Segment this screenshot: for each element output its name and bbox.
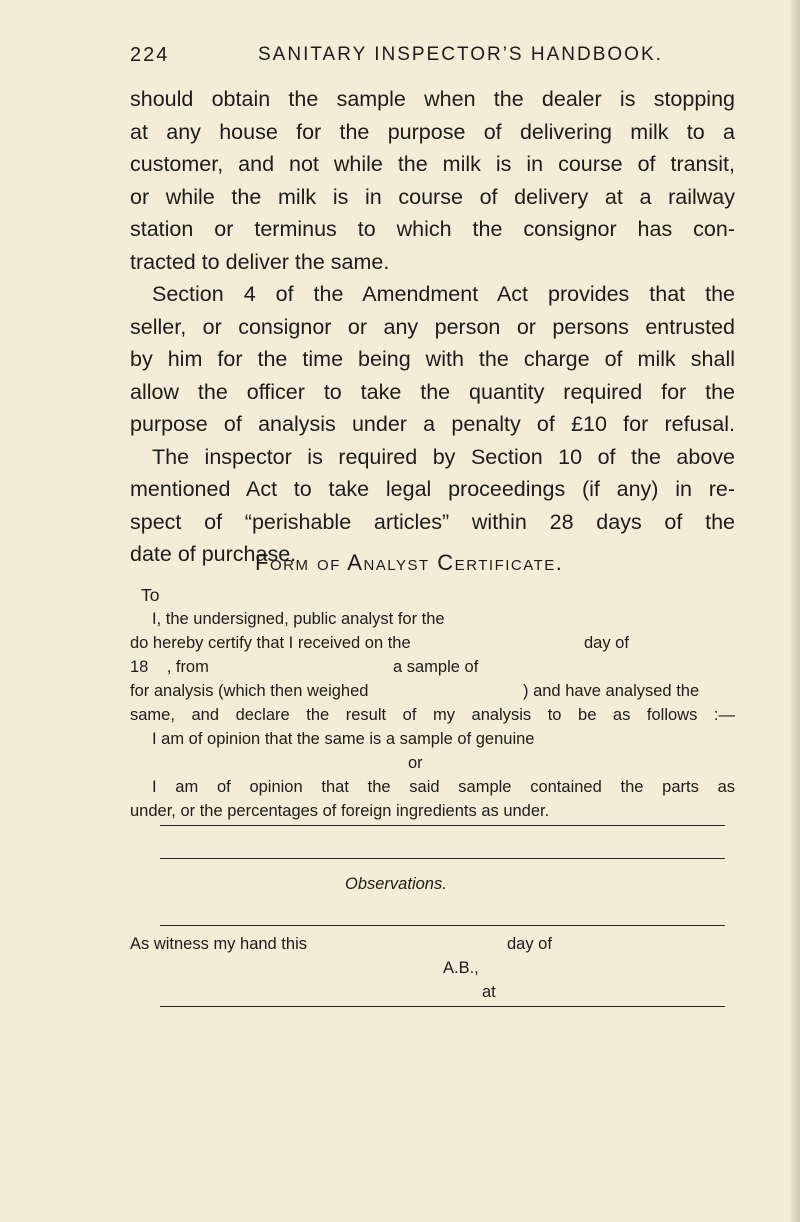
form-line-part: for analysis (which then weighed: [130, 682, 369, 700]
page-number: 224: [130, 44, 170, 66]
body-text: [130, 83, 735, 571]
signature-line: [130, 956, 735, 980]
witness-block: [130, 932, 735, 1004]
form-line: or: [408, 754, 423, 772]
blank-line: [160, 925, 725, 926]
body-line: purpose of analysis under a penalty of £10 for refusal.: [130, 412, 735, 436]
form-line: I am of opinion that the said sample contained the parts as: [152, 778, 735, 796]
body-line: at any house for the purpose of delivering milk to a: [130, 119, 735, 144]
form-line-part: day of: [584, 634, 629, 652]
certificate-form: [130, 583, 735, 823]
witness-text: As witness my hand this: [130, 935, 307, 953]
signature: A.B.,: [443, 959, 479, 977]
form-line-part: a sample of: [393, 658, 479, 676]
body-line: tracted to deliver the same.: [130, 249, 390, 274]
form-line-part: ) and have analysed the: [523, 682, 700, 700]
observations-label: Observations.: [345, 875, 447, 893]
form-line: same, and declare the result of my analysis to be as follows :—: [130, 706, 735, 724]
body-line: mentioned Act to take legal proceedings (if any) in re-: [130, 477, 735, 501]
body-line: The inspector is required by Section 10 of the above: [152, 444, 735, 469]
body-line: should obtain the sample when the dealer is stopping: [130, 87, 735, 111]
body-line: customer, and not while the milk is in course of transit,: [130, 152, 735, 176]
form-line: I am of opinion that the same is a sample of genuine: [152, 730, 535, 748]
running-title: SANITARY INSPECTOR’S HANDBOOK.: [258, 44, 663, 65]
place-label: at: [482, 983, 496, 1001]
form-line: I, the undersigned, public analyst for the: [152, 610, 445, 628]
blank-line: [160, 825, 725, 826]
body-line: allow the officer to take the quantity required for the: [130, 379, 735, 404]
blank-line: [160, 1006, 725, 1007]
witness-date: day of: [507, 935, 552, 953]
witness-line: [130, 932, 735, 956]
body-line: seller, or consignor or any person or persons entrusted: [130, 314, 735, 339]
place-line: [130, 980, 735, 1004]
body-line: station or terminus to which the consignor has con-: [130, 217, 735, 241]
blank-line: [160, 858, 725, 859]
form-line: under, or the percentages of foreign ingredients as under.: [130, 802, 550, 820]
form-line: [130, 631, 735, 655]
page-header: [130, 44, 730, 74]
form-line: [130, 655, 735, 679]
body-line: by him for the time being with the charge of milk shall: [130, 347, 735, 371]
page-edge: [790, 0, 800, 1222]
form-line-part: 18 , from: [130, 658, 209, 676]
form-to: To: [141, 585, 160, 605]
body-line: or while the milk is in course of delivery at a railway: [130, 184, 735, 209]
body-line: spect of “perishable articles” within 28 days of the: [130, 509, 735, 534]
form-line: [130, 679, 735, 703]
form-title: [255, 550, 563, 576]
form-title-text: Form of Analyst Certificate.: [255, 550, 564, 575]
form-line-part: do hereby certify that I received on the: [130, 634, 411, 652]
body-line: date of purchase.: [130, 542, 297, 566]
body-line: Section 4 of the Amendment Act provides that the: [152, 282, 735, 306]
